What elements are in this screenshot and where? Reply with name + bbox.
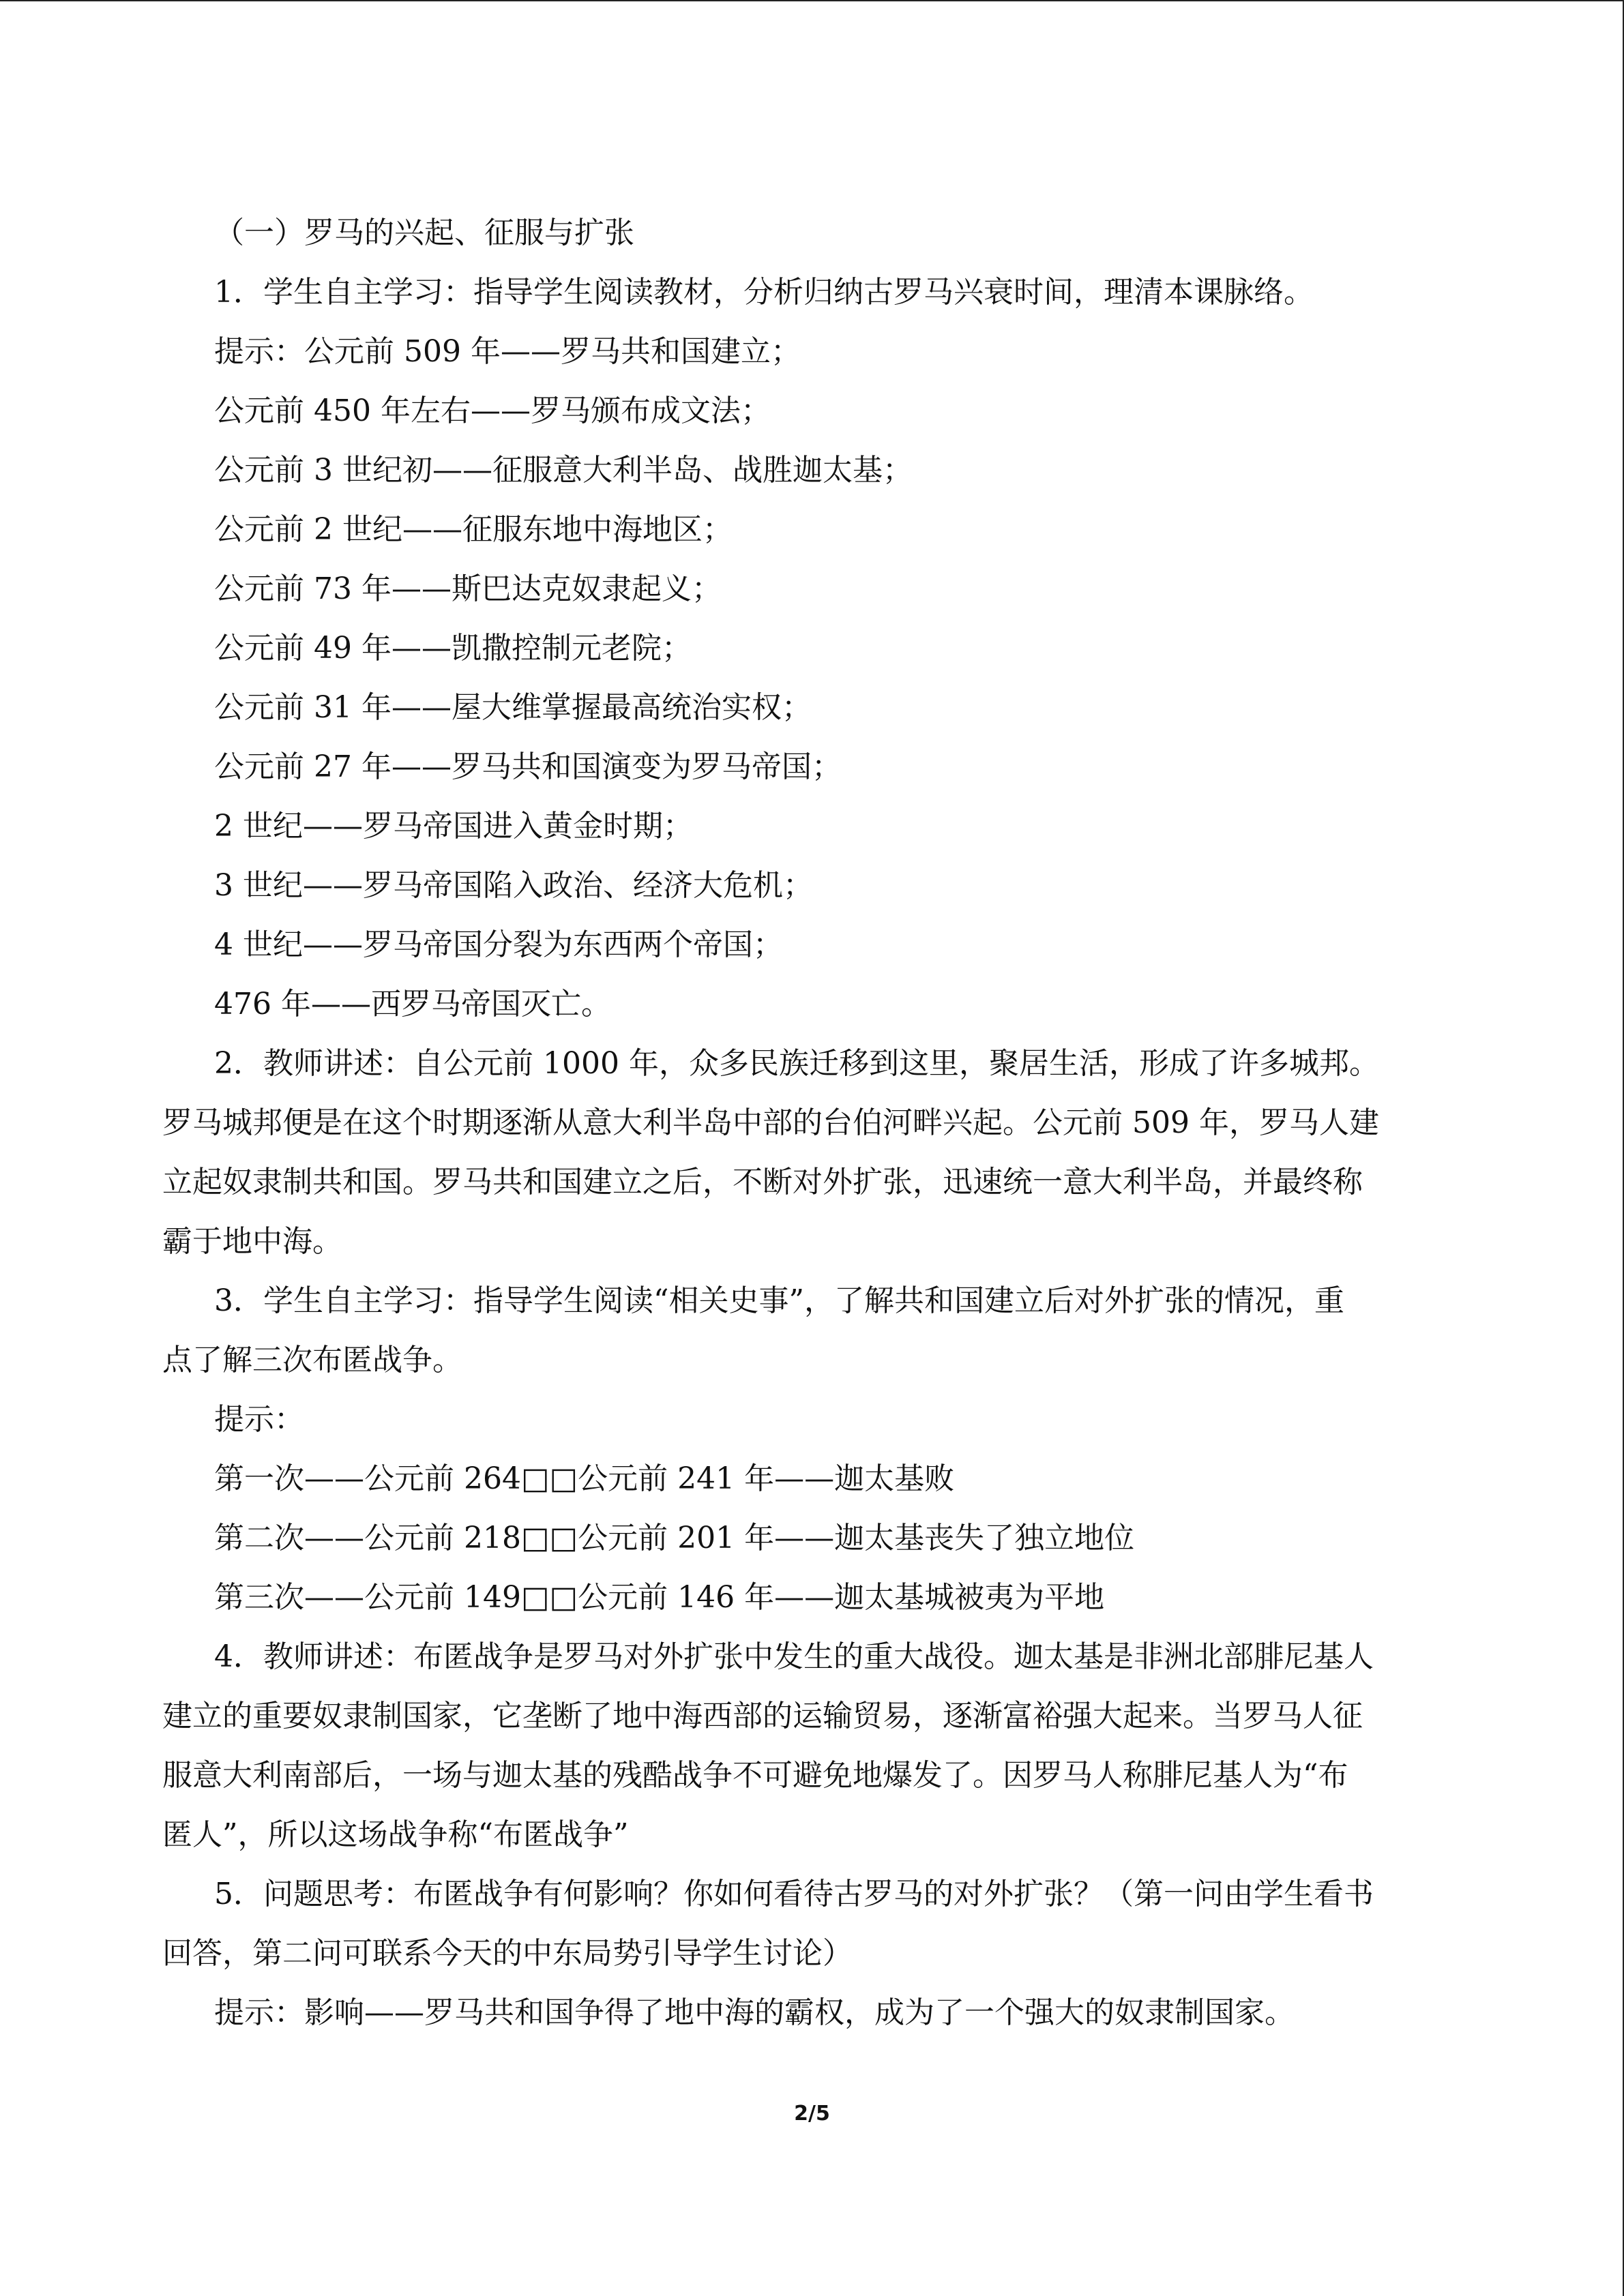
paragraph-line: 匿人”，所以这场战争称“布匿战争” [162,1817,629,1852]
paragraph-line: 霸于地中海。 [162,1224,342,1259]
page-number: 2/5 [794,2102,830,2126]
hint-line: 提示：影响——罗马共和国争得了地中海的霸权，成为了一个强大的奴隶制国家。 [214,1995,1295,2030]
document-body [162,203,1462,2042]
paragraph-line: 罗马城邦便是在这个时期逐渐从意大利半岛中部的台伯河畔兴起。公元前 509 年，罗马人建 [162,1105,1379,1140]
war-item: 第三次——公元前 149□□公元前 146 年——迦太基城被夷为平地 [214,1580,1105,1615]
timeline-item: 公元前 73 年——斯巴达克奴隶起义； [214,571,722,606]
hint-line: 提示： [214,1402,304,1437]
paragraph-line: 4．教师讲述：布匿战争是罗马对外扩张中发生的重大战役。迦太基是非洲北部腓尼基人 [214,1639,1374,1674]
timeline-item: 3 世纪——罗马帝国陷入政治、经济大危机； [214,868,813,903]
timeline-item: 公元前 3 世纪初——征服意大利半岛、战胜迦太基； [214,453,913,488]
section-heading: （一）罗马的兴起、征服与扩张 [214,215,634,250]
timeline-item: 476 年——西罗马帝国灭亡。 [214,987,611,1022]
paragraph-line: 2．教师讲述：自公元前 1000 年，众多民族迁移到这里，聚居生活，形成了许多城邦。 [214,1046,1379,1081]
timeline-item: 2 世纪——罗马帝国进入黄金时期； [214,809,693,844]
paragraph-line: 3．学生自主学习：指导学生阅读“相关史事”，了解共和国建立后对外扩张的情况，重 [214,1283,1344,1318]
war-item: 第一次——公元前 264□□公元前 241 年——迦太基败 [214,1461,955,1496]
paragraph-line: 点了解三次布匿战争。 [162,1343,462,1377]
paragraph-line: 5．问题思考：布匿战争有何影响？你如何看待古罗马的对外扩张？（第一问由学生看书 [214,1877,1374,1911]
timeline-item: 公元前 31 年——屋大维掌握最高统治实权； [214,690,812,725]
paragraph-line: 回答，第二问可联系今天的中东局势引导学生讨论） [162,1936,853,1971]
timeline-item: 公元前 2 世纪——征服东地中海地区； [214,512,733,547]
timeline-item: 公元前 49 年——凯撒控制元老院； [214,631,692,666]
paragraph-line: 服意大利南部后，一场与迦太基的残酷战争不可避免地爆发了。因罗马人称腓尼基人为“布 [162,1758,1348,1793]
timeline-item: 公元前 450 年左右——罗马颁布成文法； [214,393,771,428]
war-item: 第二次——公元前 218□□公元前 201 年——迦太基丧失了独立地位 [214,1521,1135,1555]
paragraph-line: 立起奴隶制共和国。罗马共和国建立之后，不断对外扩张，迅速统一意大利半岛，并最终称 [162,1165,1363,1199]
timeline-item: 4 世纪——罗马帝国分裂为东西两个帝国； [214,927,783,962]
timeline-item: 提示：公元前 509 年——罗马共和国建立； [214,334,801,369]
paragraph-line: 建立的重要奴隶制国家，它垄断了地中海西部的运输贸易，逐渐富裕强大起来。当罗马人征 [162,1699,1363,1733]
timeline-item: 公元前 27 年——罗马共和国演变为罗马帝国； [214,749,842,784]
paragraph-line: 1．学生自主学习：指导学生阅读教材，分析归纳古罗马兴衰时间，理清本课脉络。 [214,275,1314,310]
